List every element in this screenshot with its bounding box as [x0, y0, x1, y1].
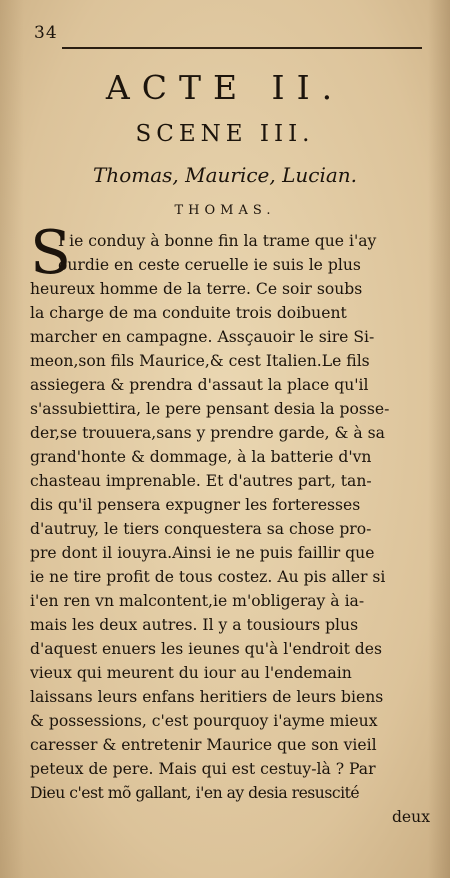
- text-line: meon,son fils Maurice,& cest Italien.Le fils: [30, 352, 370, 370]
- text-line: marcher en campagne. Assçauoir le sire Si-: [30, 328, 375, 346]
- text-line: der,se trouuera,sans y prendre garde, & à sa: [30, 424, 385, 442]
- text-line: heureux homme de la terre. Ce soir soubs: [30, 280, 363, 298]
- text-line: Dieu c'est mõ gallant, i'en ay desia resuscité: [30, 784, 360, 802]
- text-line: s'assubiettira, le pere pensant desia la posse-: [30, 400, 390, 418]
- text-line: & possessions, c'est pourquoy i'ayme mieux: [30, 712, 378, 730]
- text-line: ourdie en ceste ceruelle ie suis le plus: [58, 256, 361, 274]
- text-line: grand'honte & dommage, à la batterie d'vn: [30, 448, 372, 466]
- page-number: 34: [34, 23, 58, 43]
- text-line: pre dont il iouyra.Ainsi ie ne puis faillir que: [30, 544, 375, 562]
- catchword: deux: [391, 808, 430, 826]
- text-line: d'autruy, le tiers conquestera sa chose pro-: [30, 520, 372, 538]
- scene-heading: SCENE III.: [135, 121, 315, 147]
- act-heading: ACTE II.: [105, 68, 345, 107]
- header-rule: [62, 47, 422, 49]
- text-line: peteux de pere. Mais qui est cestuy-là ? Par: [30, 760, 376, 778]
- speaker-name: THOMAS.: [174, 203, 276, 218]
- text-line: dis qu'il pensera expugner les forteresses: [30, 496, 361, 514]
- text-line: la charge de ma conduite trois doibuent: [30, 304, 347, 322]
- text-line: laissans leurs enfans heritiers de leurs biens: [30, 688, 384, 706]
- text-line: mais les deux autres. Il y a tousiours plus: [30, 616, 359, 634]
- text-line: chasteau imprenable. Et d'autres part, tan-: [30, 472, 372, 490]
- drop-capital: S: [30, 218, 72, 288]
- text-line: ie ne tire profit de tous costez. Au pis aller si: [30, 568, 386, 586]
- text-line: assiegera & prendra d'assaut la place qu'il: [30, 376, 369, 394]
- text-line: I ie conduy à bonne fin la trame que i'ay: [58, 232, 377, 250]
- text-line: i'en ren vn malcontent,ie m'obligeray à ia-: [30, 592, 365, 610]
- text-line: d'aquest enuers les ieunes qu'à l'endroit des: [30, 640, 383, 658]
- text-line: caresser & entretenir Maurice que son vieil: [30, 736, 377, 754]
- characters-line: Thomas, Maurice, Lucian.: [92, 163, 358, 187]
- text-line: vieux qui meurent du iour au l'endemain: [30, 664, 352, 682]
